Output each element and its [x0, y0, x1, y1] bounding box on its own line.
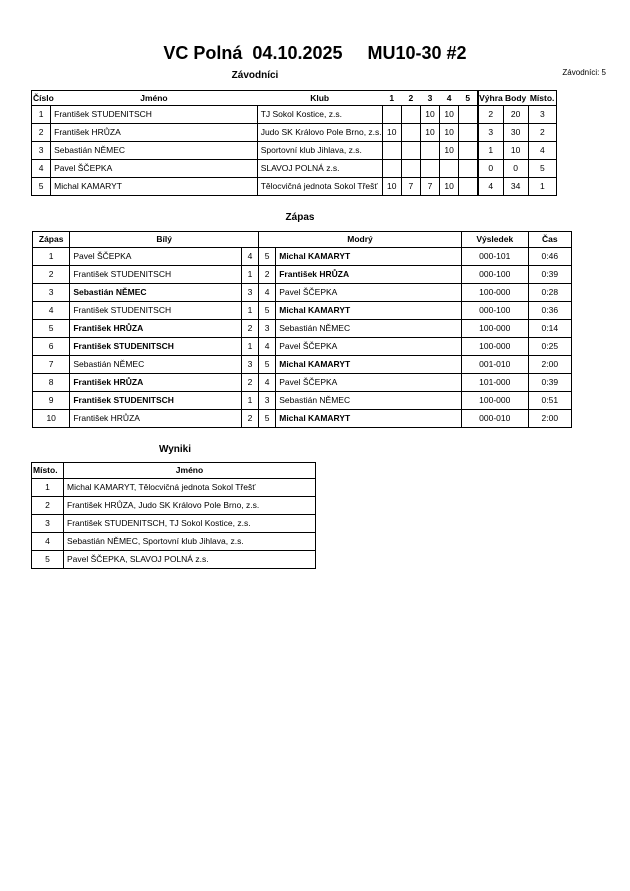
- col-header-match: Zápas: [33, 232, 70, 248]
- cell-white-name: Pavel ŠČEPKA: [70, 248, 242, 266]
- cell-white-name: František HRŮZA: [70, 320, 242, 338]
- cell-round-2: [401, 124, 420, 142]
- cell-time: 0:39: [528, 374, 571, 392]
- cell-blue-name: Michal KAMARYT: [276, 356, 462, 374]
- cell-blue-number: 5: [259, 356, 276, 374]
- cell-result: 000-101: [461, 248, 528, 266]
- table-row: [33, 266, 572, 284]
- cell-white-number: 1: [241, 338, 258, 356]
- table-row: [33, 374, 572, 392]
- cell-number: 5: [32, 178, 51, 196]
- cell-white-name: František HRŮZA: [70, 374, 242, 392]
- results-section-title: Wyniki: [158, 444, 192, 455]
- cell-result: 000-010: [461, 410, 528, 428]
- cell-round-5: [459, 124, 478, 142]
- table-row: [32, 533, 316, 551]
- col-header-name: Jméno: [51, 91, 258, 106]
- cell-result-name: Michal KAMARYT, Tělocvičná jednota Sokol Třešť: [64, 479, 316, 497]
- cell-white-number: 2: [241, 374, 258, 392]
- table-row: [32, 106, 557, 124]
- cell-club: Tělocvičná jednota Sokol Třešť: [257, 178, 382, 196]
- cell-wins: 3: [478, 124, 503, 142]
- cell-round-4: 10: [440, 106, 459, 124]
- competitors-count: Závodníci: 5: [562, 68, 606, 77]
- cell-club: Sportovní klub Jihlava, z.s.: [257, 142, 382, 160]
- cell-name: František HRŮZA: [51, 124, 258, 142]
- cell-time: 2:00: [528, 356, 571, 374]
- cell-white-name: František STUDENITSCH: [70, 302, 242, 320]
- cell-result: 001-010: [461, 356, 528, 374]
- results-table: [31, 462, 316, 569]
- cell-blue-name: František HRŮZA: [276, 266, 462, 284]
- col-header-round-3: 3: [420, 91, 439, 106]
- results-header-row: [32, 463, 316, 479]
- cell-blue-name: Pavel ŠČEPKA: [276, 374, 462, 392]
- cell-round-5: [459, 178, 478, 196]
- cell-result-place: 2: [32, 497, 64, 515]
- col-header-result-name: Jméno: [64, 463, 316, 479]
- cell-round-4: 10: [440, 142, 459, 160]
- page-title: VC Polná 04.10.2025 MU10-30 #2: [163, 43, 467, 63]
- cell-points: 10: [503, 142, 528, 160]
- cell-time: 0:36: [528, 302, 571, 320]
- cell-blue-name: Michal KAMARYT: [276, 410, 462, 428]
- cell-number: 2: [32, 124, 51, 142]
- col-header-place: Místo.: [528, 91, 556, 106]
- cell-points: 34: [503, 178, 528, 196]
- col-header-time: Čas: [528, 232, 571, 248]
- cell-result: 100-000: [461, 392, 528, 410]
- cell-round-1: [382, 142, 401, 160]
- table-row: [33, 338, 572, 356]
- cell-points: 0: [503, 160, 528, 178]
- cell-number: 4: [32, 160, 51, 178]
- cell-round-4: [440, 160, 459, 178]
- cell-place: 3: [528, 106, 556, 124]
- cell-result-name: František HRŮZA, Judo SK Královo Pole Brno, z.s.: [64, 497, 316, 515]
- cell-blue-number: 5: [259, 410, 276, 428]
- cell-blue-number: 4: [259, 284, 276, 302]
- cell-round-3: [420, 142, 439, 160]
- cell-result: 100-000: [461, 338, 528, 356]
- cell-blue-number: 5: [259, 248, 276, 266]
- cell-result-place: 3: [32, 515, 64, 533]
- cell-name: Michal KAMARYT: [51, 178, 258, 196]
- table-row: [33, 392, 572, 410]
- cell-result: 000-100: [461, 266, 528, 284]
- cell-round-5: [459, 142, 478, 160]
- cell-round-1: [382, 106, 401, 124]
- cell-white-number: 3: [241, 284, 258, 302]
- cell-blue-number: 3: [259, 320, 276, 338]
- cell-match-number: 4: [33, 302, 70, 320]
- competitors-table: [31, 90, 557, 196]
- cell-place: 1: [528, 178, 556, 196]
- cell-blue-number: 4: [259, 338, 276, 356]
- matches-header-row: [33, 232, 572, 248]
- cell-club: TJ Sokol Kostice, z.s.: [257, 106, 382, 124]
- cell-white-number: 1: [241, 392, 258, 410]
- cell-club: SLAVOJ POLNÁ z.s.: [257, 160, 382, 178]
- col-header-blue: Modrý: [259, 232, 462, 248]
- cell-round-1: 10: [382, 124, 401, 142]
- cell-result-place: 4: [32, 533, 64, 551]
- cell-match-number: 6: [33, 338, 70, 356]
- cell-match-number: 7: [33, 356, 70, 374]
- cell-points: 30: [503, 124, 528, 142]
- cell-result: 101-000: [461, 374, 528, 392]
- cell-white-number: 3: [241, 356, 258, 374]
- cell-match-number: 5: [33, 320, 70, 338]
- cell-blue-name: Sebastián NĚMEC: [276, 320, 462, 338]
- cell-number: 1: [32, 106, 51, 124]
- cell-round-2: [401, 142, 420, 160]
- cell-white-name: Sebastián NĚMEC: [70, 284, 242, 302]
- cell-white-name: František HRŮZA: [70, 410, 242, 428]
- cell-round-1: 10: [382, 178, 401, 196]
- cell-time: 2:00: [528, 410, 571, 428]
- cell-match-number: 10: [33, 410, 70, 428]
- cell-white-name: František STUDENITSCH: [70, 338, 242, 356]
- col-header-points: Body: [503, 91, 528, 106]
- cell-name: František STUDENITSCH: [51, 106, 258, 124]
- cell-place: 4: [528, 142, 556, 160]
- cell-result: 100-000: [461, 320, 528, 338]
- cell-name: Pavel ŠČEPKA: [51, 160, 258, 178]
- table-row: [33, 410, 572, 428]
- cell-round-1: [382, 160, 401, 178]
- cell-round-4: 10: [440, 124, 459, 142]
- cell-white-name: František STUDENITSCH: [70, 392, 242, 410]
- col-header-result: Výsledek: [461, 232, 528, 248]
- cell-round-3: 10: [420, 106, 439, 124]
- cell-white-number: 2: [241, 320, 258, 338]
- cell-wins: 1: [478, 142, 503, 160]
- cell-blue-name: Michal KAMARYT: [276, 302, 462, 320]
- matches-table: [32, 231, 572, 428]
- table-row: [33, 248, 572, 266]
- cell-time: 0:51: [528, 392, 571, 410]
- cell-round-5: [459, 106, 478, 124]
- col-header-wins: Výhra: [478, 91, 503, 106]
- cell-round-2: 7: [401, 178, 420, 196]
- cell-blue-name: Pavel ŠČEPKA: [276, 284, 462, 302]
- cell-round-3: 7: [420, 178, 439, 196]
- cell-white-number: 1: [241, 266, 258, 284]
- cell-time: 0:28: [528, 284, 571, 302]
- col-header-round-4: 4: [440, 91, 459, 106]
- cell-wins: 2: [478, 106, 503, 124]
- cell-blue-number: 5: [259, 302, 276, 320]
- cell-match-number: 2: [33, 266, 70, 284]
- table-row: [32, 124, 557, 142]
- cell-name: Sebastián NĚMEC: [51, 142, 258, 160]
- table-row: [32, 497, 316, 515]
- cell-white-name: Sebastián NĚMEC: [70, 356, 242, 374]
- cell-result-name: Pavel ŠČEPKA, SLAVOJ POLNÁ z.s.: [64, 551, 316, 569]
- table-row: [33, 356, 572, 374]
- table-row: [33, 320, 572, 338]
- cell-club: Judo SK Královo Pole Brno, z.s.: [257, 124, 382, 142]
- cell-white-number: 4: [241, 248, 258, 266]
- cell-round-2: [401, 160, 420, 178]
- table-row: [32, 142, 557, 160]
- col-header-round-1: 1: [382, 91, 401, 106]
- table-row: [33, 284, 572, 302]
- cell-white-name: František STUDENITSCH: [70, 266, 242, 284]
- cell-round-5: [459, 160, 478, 178]
- cell-white-number: 1: [241, 302, 258, 320]
- cell-result: 000-100: [461, 302, 528, 320]
- table-row: [32, 160, 557, 178]
- cell-wins: 0: [478, 160, 503, 178]
- cell-round-3: [420, 160, 439, 178]
- table-row: [32, 178, 557, 196]
- competitors-header-row: [32, 91, 557, 106]
- cell-blue-number: 4: [259, 374, 276, 392]
- matches-section-title: Zápas: [285, 212, 315, 223]
- cell-match-number: 1: [33, 248, 70, 266]
- cell-result-place: 1: [32, 479, 64, 497]
- cell-place: 2: [528, 124, 556, 142]
- cell-result-name: Sebastián NĚMEC, Sportovní klub Jihlava, z.s.: [64, 533, 316, 551]
- table-row: [32, 479, 316, 497]
- cell-round-3: 10: [420, 124, 439, 142]
- cell-time: 0:46: [528, 248, 571, 266]
- cell-result-name: František STUDENITSCH, TJ Sokol Kostice, z.s.: [64, 515, 316, 533]
- cell-blue-name: Sebastián NĚMEC: [276, 392, 462, 410]
- table-row: [32, 515, 316, 533]
- cell-wins: 4: [478, 178, 503, 196]
- col-header-number: Číslo: [32, 91, 51, 106]
- competitors-section-title: Závodníci: [231, 70, 279, 81]
- cell-blue-name: Michal KAMARYT: [276, 248, 462, 266]
- cell-match-number: 3: [33, 284, 70, 302]
- cell-round-2: [401, 106, 420, 124]
- cell-time: 0:25: [528, 338, 571, 356]
- cell-place: 5: [528, 160, 556, 178]
- table-row: [32, 551, 316, 569]
- cell-result-place: 5: [32, 551, 64, 569]
- cell-result: 100-000: [461, 284, 528, 302]
- cell-blue-name: Pavel ŠČEPKA: [276, 338, 462, 356]
- cell-blue-number: 3: [259, 392, 276, 410]
- col-header-round-5: 5: [459, 91, 478, 106]
- col-header-white: Bílý: [70, 232, 259, 248]
- table-row: [33, 302, 572, 320]
- cell-round-4: 10: [440, 178, 459, 196]
- cell-blue-number: 2: [259, 266, 276, 284]
- cell-points: 20: [503, 106, 528, 124]
- cell-number: 3: [32, 142, 51, 160]
- cell-time: 0:39: [528, 266, 571, 284]
- col-header-result-place: Místo.: [32, 463, 64, 479]
- col-header-club: Klub: [257, 91, 382, 106]
- cell-match-number: 8: [33, 374, 70, 392]
- col-header-round-2: 2: [401, 91, 420, 106]
- cell-white-number: 2: [241, 410, 258, 428]
- cell-match-number: 9: [33, 392, 70, 410]
- cell-time: 0:14: [528, 320, 571, 338]
